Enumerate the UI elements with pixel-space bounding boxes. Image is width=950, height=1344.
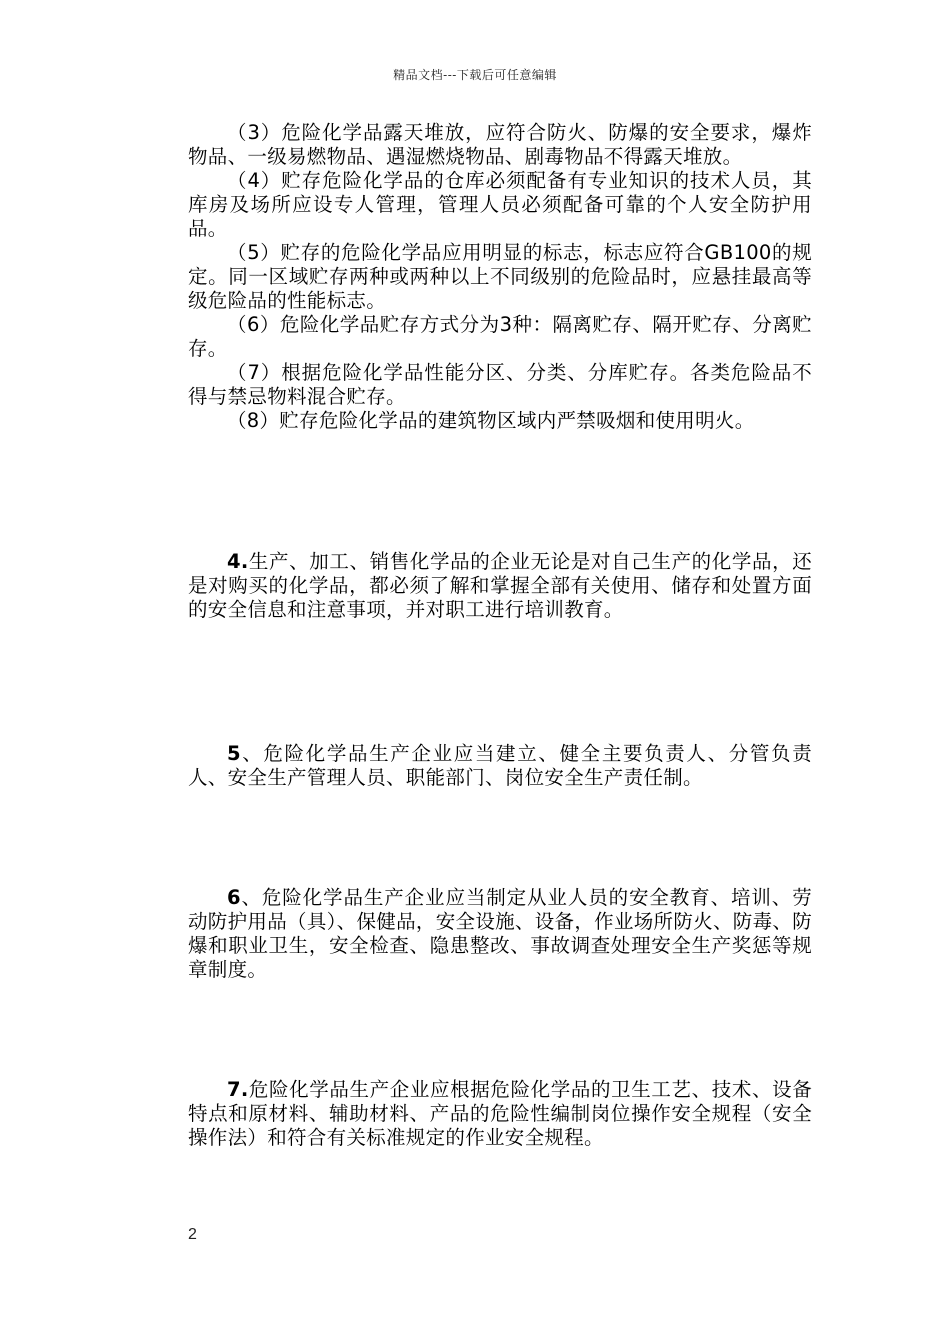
section-6	[188, 886, 812, 982]
section-text: 、危险化学品生产企业应当建立、健全主要负责人、分管负责人、安全生产管理人员、职能部门、岗位安全生产责任制。	[188, 742, 812, 789]
list-item: （4）贮存危险化学品的仓库必须配备有专业知识的技术人员，其库房及场所应设专人管理，管理人员必须配备可靠的个人安全防护用品。	[188, 169, 812, 240]
list-item: （5）贮存的危险化学品应用明显的标志，标志应符合GB100的规定。同一区域贮存两种或两种以上不同级别的危险品时，应悬挂最高等级危险品的性能标志。	[188, 241, 812, 312]
section-number: 5	[227, 742, 241, 765]
page-header: 精品文档---下载后可任意编辑	[393, 68, 557, 82]
list-item: （7）根据危险化学品性能分区、分类、分库贮存。各类危险品不得与禁忌物料混合贮存。	[188, 361, 812, 408]
section-text: 、危险化学品生产企业应当制定从业人员的安全教育、培训、劳动防护用品（具）、保健品，安全设施、设备，作业场所防火、防毒、防爆和职业卫生，安全检查、隐患整改、事故调查处理安全生产奖惩等规章制度。	[188, 886, 812, 981]
section-7	[188, 1078, 812, 1150]
section-number: 7.	[227, 1078, 249, 1101]
list-item: （3）危险化学品露天堆放，应符合防火、防爆的安全要求，爆炸物品、一级易燃物品、遇湿燃烧物品、剧毒物品不得露天堆放。	[188, 121, 812, 168]
section-text: 生产、加工、销售化学品的企业无论是对自己生产的化学品，还是对购买的化学品，都必须了解和掌握全部有关使用、储存和处置方面的安全信息和注意事项，并对职工进行培训教育。	[188, 550, 812, 621]
storage-rules-list	[188, 121, 812, 433]
list-item: （8）贮存危险化学品的建筑物区域内严禁吸烟和使用明火。	[227, 409, 755, 432]
page-number: 2	[188, 1226, 197, 1243]
section-number: 4.	[227, 550, 249, 573]
section-text: 危险化学品生产企业应根据危险化学品的卫生工艺、技术、设备特点和原材料、辅助材料、产品的危险性编制岗位操作安全规程（安全操作法）和符合有关标准规定的作业安全规程。	[188, 1078, 812, 1149]
section-number: 6	[227, 886, 241, 909]
list-item: （6）危险化学品贮存方式分为3种：隔离贮存、隔开贮存、分离贮存。	[188, 313, 812, 360]
section-4	[188, 550, 812, 622]
section-5	[188, 742, 812, 790]
